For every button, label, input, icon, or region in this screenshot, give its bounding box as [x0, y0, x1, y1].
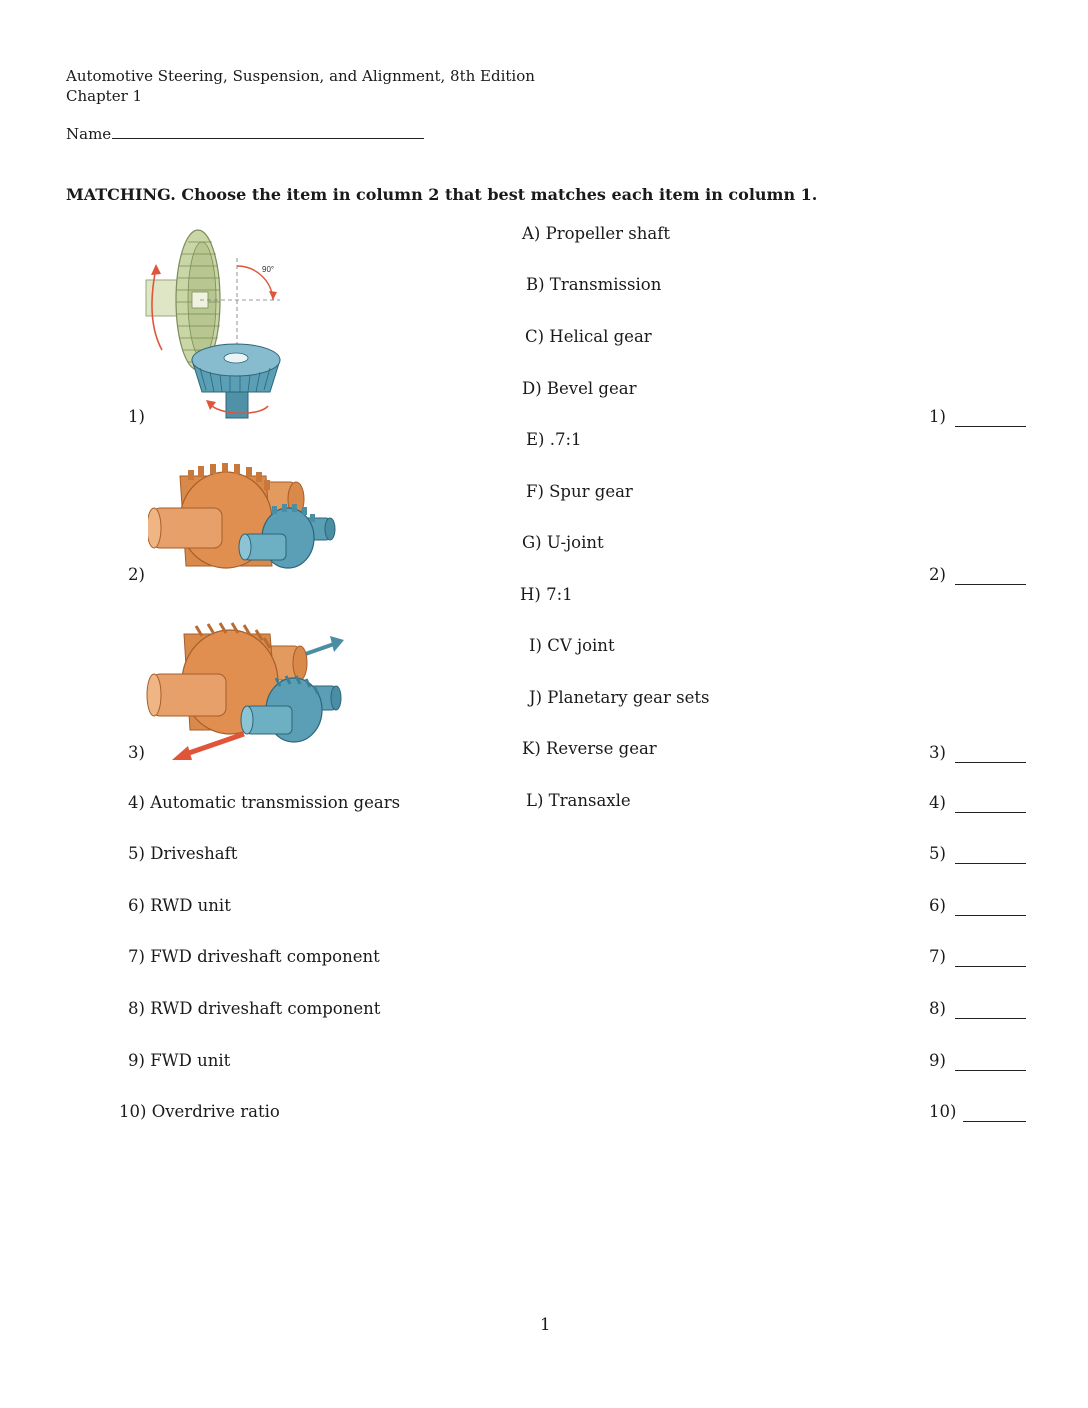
question-number: 4): [128, 793, 145, 812]
bevel-gear-figure: [140, 228, 290, 428]
instructions: MATCHING. Choose the item in column 2 that best matches each item in column 1.: [66, 185, 818, 204]
answer-10-line[interactable]: [963, 1121, 1026, 1122]
question-3-number: 3): [128, 743, 145, 762]
question-text: FWD unit: [150, 1051, 231, 1070]
question-8: [128, 999, 380, 1019]
name-field[interactable]: [66, 124, 424, 144]
answer-5-label: 5): [929, 844, 946, 863]
question-9: [128, 1051, 230, 1071]
book-title: Automotive Steering, Suspension, and Alignment, 8th Edition: [66, 67, 535, 85]
answer-1-line[interactable]: [955, 426, 1026, 427]
question-number: 10): [119, 1102, 147, 1121]
page-number: 1: [540, 1315, 551, 1334]
question-text: Overdrive ratio: [151, 1102, 280, 1121]
answer-3-label: 3): [929, 743, 946, 762]
answer-4-line[interactable]: [955, 812, 1026, 813]
question-10: [119, 1102, 280, 1122]
thrust-arrow-icon: [172, 734, 244, 760]
answer-1-label: 1): [929, 407, 946, 426]
question-5: [128, 844, 237, 864]
chapter-label: Chapter 1: [66, 87, 143, 105]
option-e: E) .7:1: [526, 430, 582, 449]
name-label: Name: [66, 125, 112, 143]
answer-2-label: 2): [929, 565, 946, 584]
answer-10-label: 10): [929, 1102, 957, 1121]
question-number: 9): [128, 1051, 145, 1070]
option-b: B) Transmission: [526, 275, 662, 294]
angle-label: 90°: [262, 265, 275, 274]
answer-9-label: 9): [929, 1051, 946, 1070]
question-number: 8): [128, 999, 145, 1018]
answer-5-line[interactable]: [955, 863, 1026, 864]
question-text: RWD driveshaft component: [150, 999, 381, 1018]
question-4: [128, 793, 400, 813]
question-text: Automatic transmission gears: [150, 793, 401, 812]
question-6: [128, 896, 231, 916]
option-i: I) CV joint: [529, 636, 615, 655]
name-line[interactable]: [112, 124, 424, 139]
question-number: 7): [128, 947, 145, 966]
answer-9-line[interactable]: [955, 1070, 1026, 1071]
option-l: L) Transaxle: [526, 791, 631, 810]
option-g: G) U-joint: [522, 533, 604, 552]
question-text: FWD driveshaft component: [150, 947, 380, 966]
option-c: C) Helical gear: [525, 327, 652, 346]
option-j: J) Planetary gear sets: [529, 688, 710, 707]
option-a: A) Propeller shaft: [522, 224, 670, 243]
answer-3-line[interactable]: [955, 762, 1026, 763]
question-1-number: 1): [128, 407, 145, 426]
question-number: 6): [128, 896, 145, 915]
answer-6-label: 6): [929, 896, 946, 915]
answer-7-line[interactable]: [955, 966, 1026, 967]
question-7: [128, 947, 380, 967]
spur-gear-figure: [148, 462, 338, 574]
answer-8-line[interactable]: [955, 1018, 1026, 1019]
answer-2-line[interactable]: [955, 584, 1026, 585]
option-d: D) Bevel gear: [522, 379, 637, 398]
question-number: 5): [128, 844, 145, 863]
question-text: RWD unit: [150, 896, 231, 915]
answer-8-label: 8): [929, 999, 946, 1018]
option-h: H) 7:1: [520, 585, 573, 604]
answer-6-line[interactable]: [955, 915, 1026, 916]
question-text: Driveshaft: [150, 844, 238, 863]
answer-4-label: 4): [929, 793, 946, 812]
option-f: F) Spur gear: [526, 482, 633, 501]
helical-gear-figure: [144, 622, 350, 764]
question-2-number: 2): [128, 565, 145, 584]
answer-7-label: 7): [929, 947, 946, 966]
option-k: K) Reverse gear: [522, 739, 657, 758]
